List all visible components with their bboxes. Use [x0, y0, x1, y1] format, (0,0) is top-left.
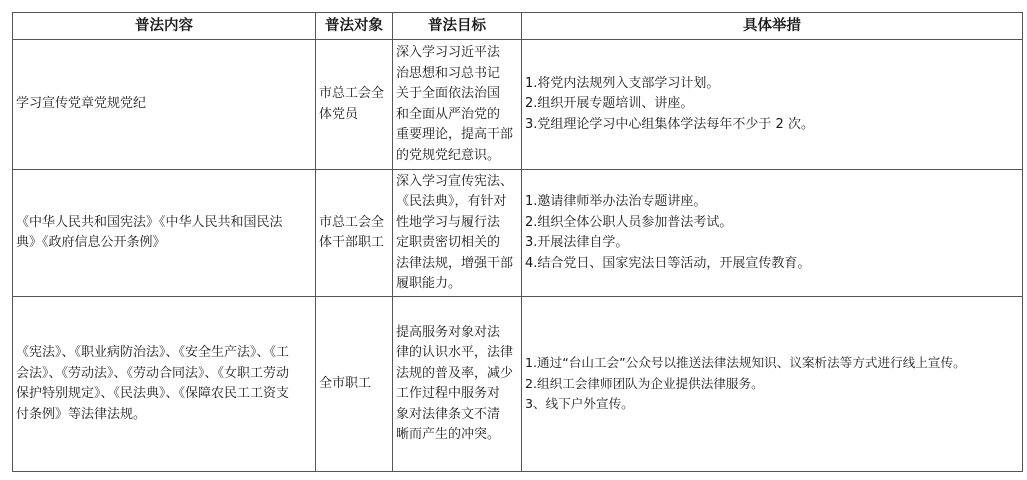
- target-line: 体党员: [319, 106, 359, 122]
- measures-cell: [522, 40, 1023, 170]
- measure-item: 1.将党内法规列入支部学习计划。: [525, 75, 720, 91]
- goal-cell: [393, 297, 522, 472]
- measure-item: 2.组织工会律师团队为企业提供法律服务。: [525, 375, 764, 391]
- content-line: 典》《政府信息公开条例》: [16, 235, 166, 250]
- measure-item: 4.结合党日、国家宪法日等活动，开展宣传教育。: [525, 255, 811, 271]
- goal-line: 深入学习习近平法: [396, 45, 501, 60]
- measure-item: 3、线下户外宣传。: [525, 396, 634, 412]
- target-cell: [316, 170, 393, 297]
- goal-line: 深入学习宣传宪法、: [396, 173, 514, 189]
- goal-line: 和全面从严治党的: [396, 106, 501, 122]
- header-target: 普法对象: [316, 13, 393, 40]
- goal-line: 象对法律条文不清: [396, 406, 501, 422]
- measures-cell: [522, 297, 1023, 472]
- header-content: 普法内容: [13, 13, 316, 40]
- content-line: 学习宣传党章党规党纪: [16, 96, 147, 112]
- target-line: 市总工会全: [319, 86, 385, 101]
- goal-line: 治思想和习总书记: [396, 65, 501, 81]
- header-row: [13, 13, 1023, 40]
- target-line: 全市职工: [319, 375, 372, 391]
- goal-line: 关于全面依法治国: [396, 86, 501, 101]
- measure-item: 3.党组理论学习中心组集体学法每年不少于 2 次。: [525, 116, 814, 132]
- measure-item: 1.邀请律师举办法治专题讲座。: [525, 194, 707, 209]
- goal-line: 晰而产生的冲突。: [396, 427, 501, 442]
- content-cell: [13, 40, 316, 170]
- goal-line: 重要理论，提高干部: [396, 127, 514, 142]
- goal-line: 《民法典》，有针对: [396, 194, 507, 209]
- content-line: 保护特别规定》、《民法典》、《保障农民工工资支: [16, 386, 290, 401]
- content-cell: [13, 170, 316, 297]
- header-goal: 普法目标: [393, 13, 522, 40]
- goal-cell: [393, 170, 522, 297]
- measures-cell: [522, 170, 1023, 297]
- measure-item: 2.组织开展专题培训、讲座。: [525, 96, 694, 112]
- goal-line: 法规的普及率，减少: [396, 365, 514, 381]
- goal-line: 定职责密切相关的: [396, 235, 501, 250]
- goal-line: 履职能力。: [396, 276, 462, 291]
- content-line: 《中华人民共和国宪法》《中华人民共和国民法: [16, 214, 283, 230]
- measure-item: 1.通过“台山工会”公众号以推送法律法规知识、议案析法等方式进行线上宣传。: [525, 355, 966, 371]
- measure-item: 3.开展法律自学。: [525, 235, 629, 250]
- target-cell: [316, 40, 393, 170]
- table-row: [13, 297, 1023, 472]
- content-cell: [13, 297, 316, 472]
- content-line: 付条例》等法律法规。: [16, 406, 147, 422]
- goal-cell: [393, 40, 522, 170]
- table-row: [13, 40, 1023, 170]
- header-measures: 具体举措: [522, 13, 1023, 40]
- goal-line: 法律法规，增强干部: [396, 255, 514, 271]
- law-promotion-table-wrapper: [12, 12, 1023, 472]
- target-line: 体干部职工: [319, 235, 385, 250]
- measure-item: 2.组织全体公职人员参加普法考试。: [525, 214, 733, 230]
- law-promotion-table: [12, 12, 1023, 472]
- content-line: 《宪法》、《职业病防治法》、《安全生产法》、《工: [16, 345, 290, 360]
- goal-line: 提高服务对象对法: [396, 324, 501, 340]
- target-line: 市总工会全: [319, 214, 385, 230]
- target-cell: [316, 297, 393, 472]
- goal-line: 工作过程中服务对: [396, 386, 501, 401]
- goal-line: 律的认识水平，法律: [396, 345, 514, 360]
- goal-line: 的党规党纪意识。: [396, 147, 501, 163]
- content-line: 会法》、《劳动法》、《劳动合同法》、《女职工劳动: [16, 365, 290, 381]
- table-row: [13, 170, 1023, 297]
- goal-line: 性地学习与履行法: [396, 214, 501, 230]
